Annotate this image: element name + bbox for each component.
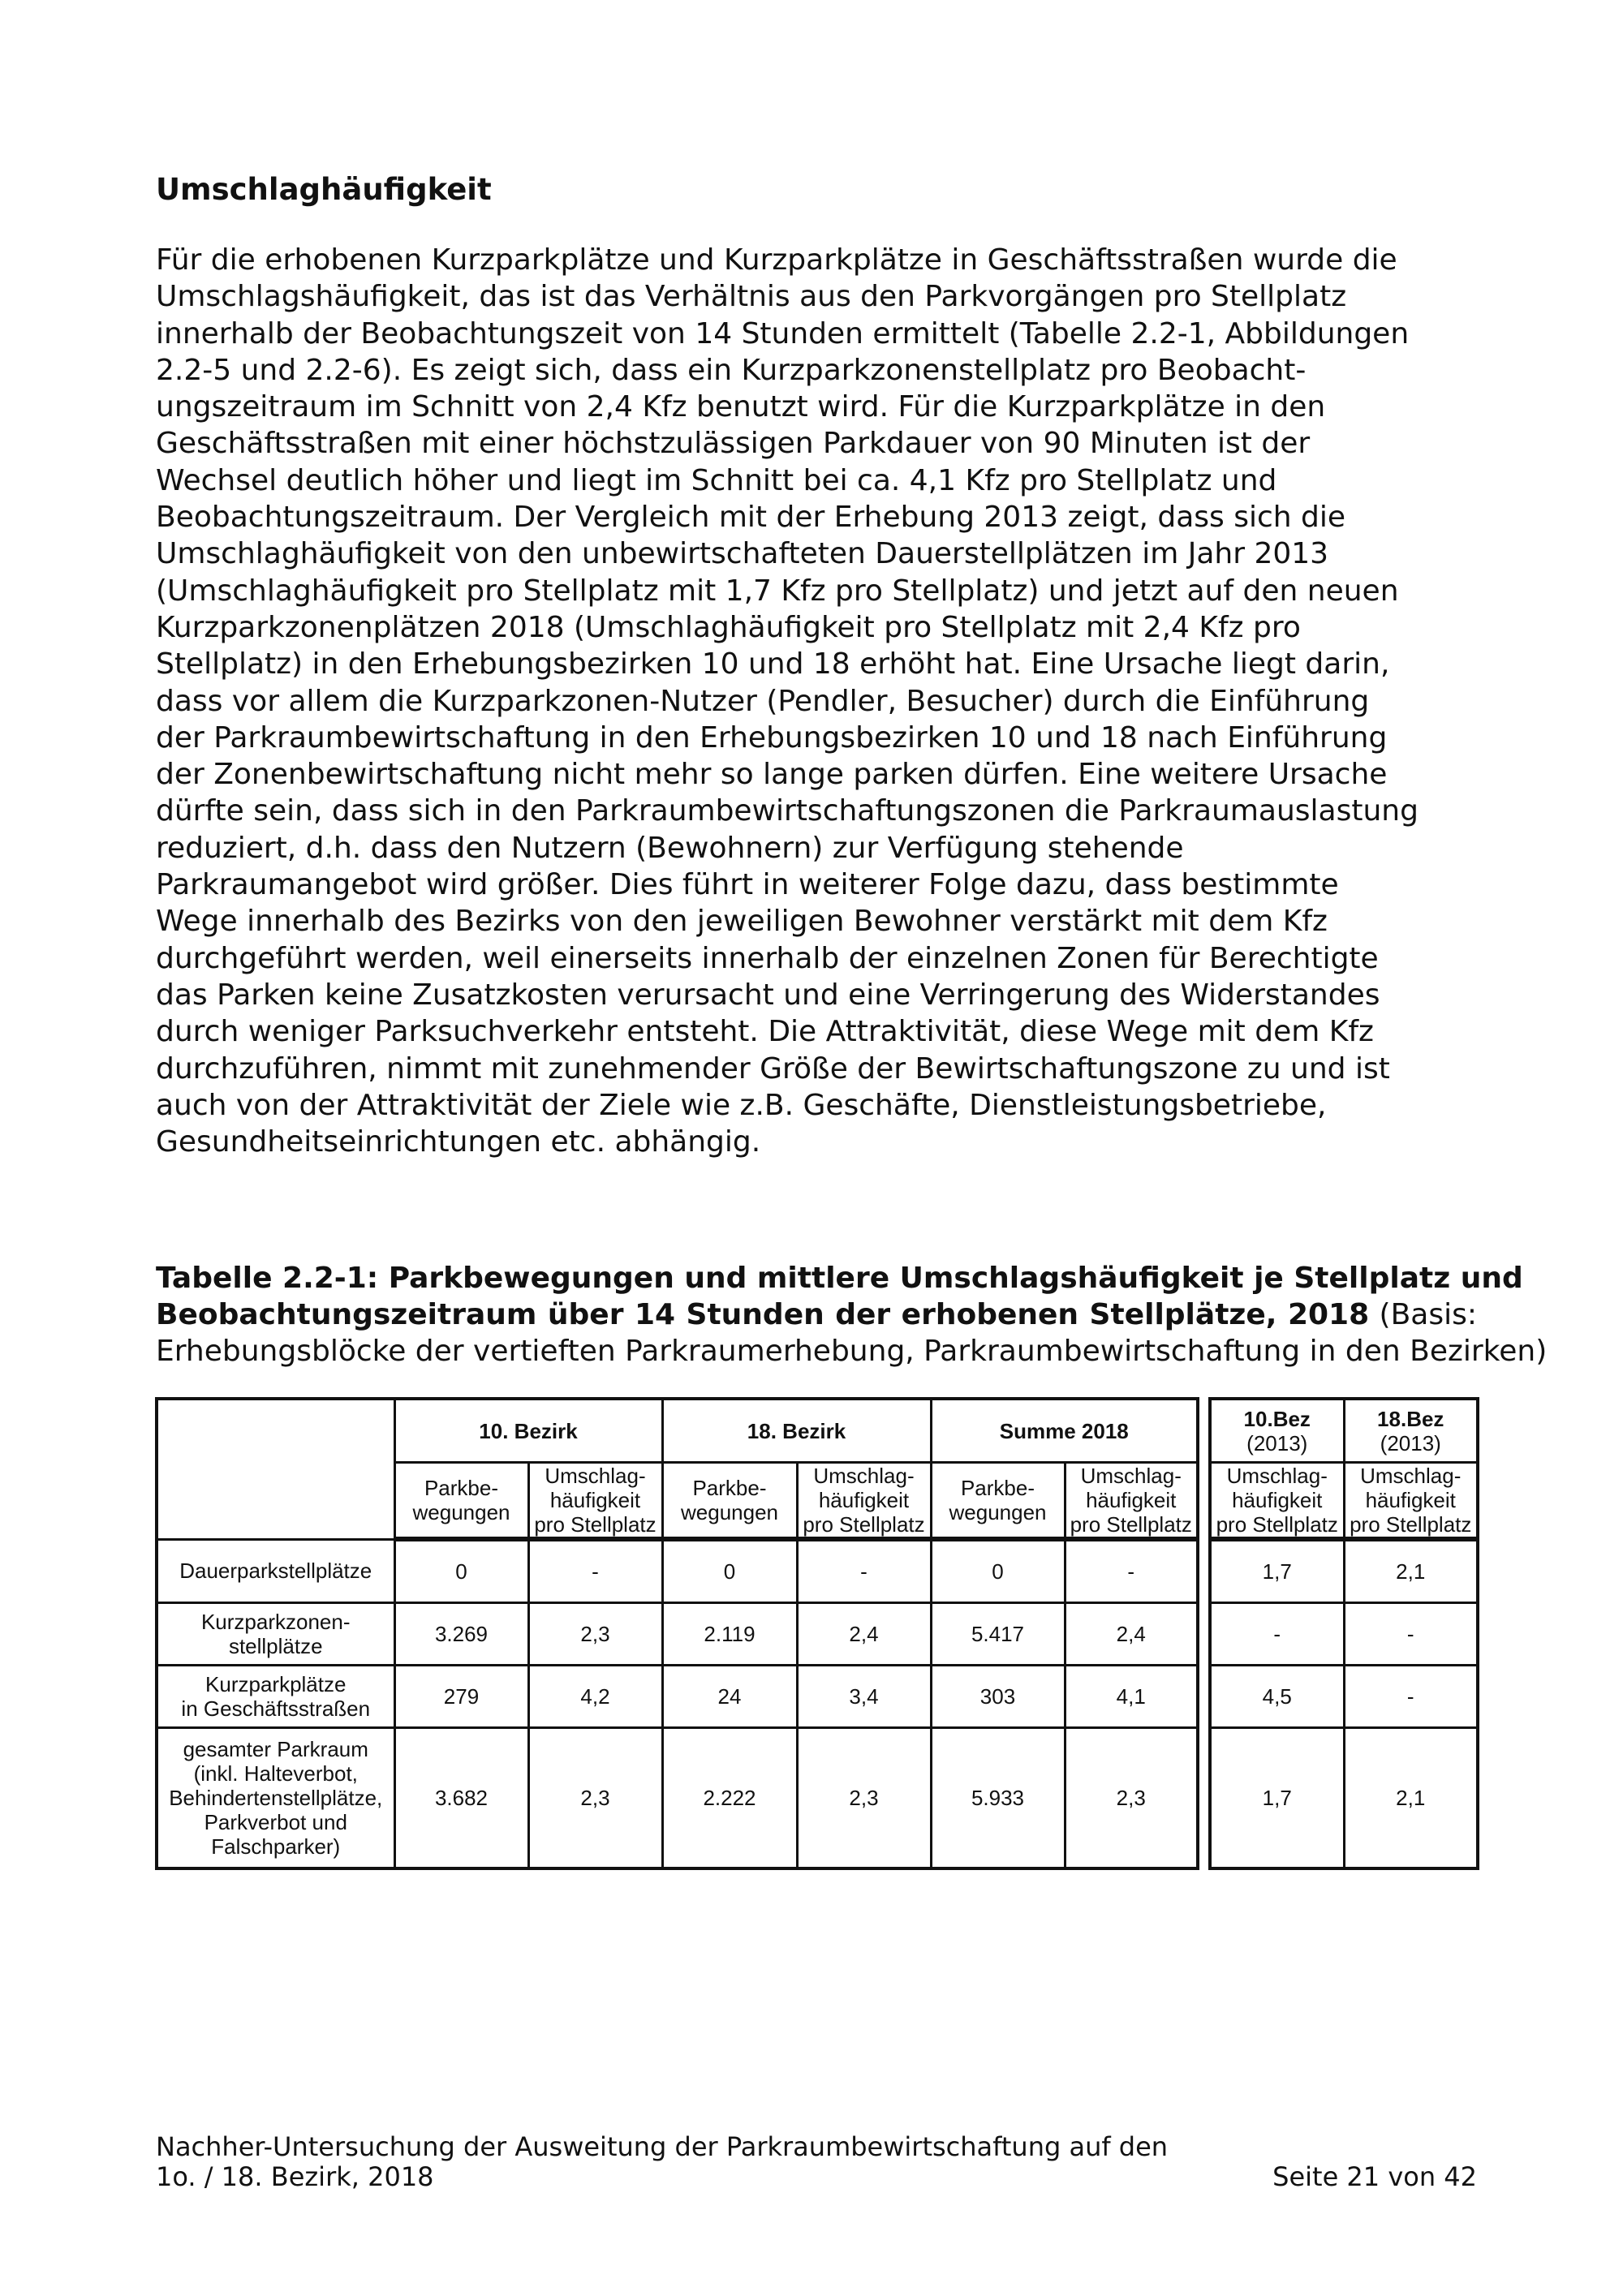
table-row	[1210, 1539, 1478, 1603]
page-number: Seite 21 von 42	[1272, 2161, 1477, 2192]
body-line: Umschlaghäufigkeit von den unbewirtschafteten Dauerstellplätzen im Jahr 2013	[156, 537, 1329, 571]
subheader-umschlag	[528, 1463, 662, 1540]
value-cell: 4,1	[1065, 1666, 1198, 1728]
value-cell: 0	[394, 1539, 528, 1603]
value-cell: 3.269	[394, 1603, 528, 1666]
subheader-umschlag	[1344, 1463, 1478, 1540]
body-line: Parkraumangebot wird größer. Dies führt in weiterer Folge dazu, dass bestimmte	[156, 868, 1339, 902]
subheader-umschlag	[797, 1463, 931, 1540]
body-text	[156, 242, 1419, 1160]
caption-line-2-rest: (Basis:	[1369, 1298, 1477, 1331]
value-cell: -	[528, 1539, 662, 1603]
table-row	[1210, 1728, 1478, 1869]
group-header-2013-text: (2013)	[1246, 1430, 1308, 1455]
subheader-umschlag-text: pro Stellplatz	[803, 1512, 925, 1537]
subheader-parkbewegungen	[931, 1463, 1065, 1540]
row-label	[157, 1666, 394, 1728]
subheader-parkbewegungen	[394, 1463, 528, 1540]
body-line: innerhalb der Beobachtungszeit von 14 Stunden ermittelt (Tabelle 2.2-1, Abbildungen	[156, 316, 1410, 350]
row-label-text: (inkl. Halteverbot,	[193, 1761, 358, 1786]
value-cell-2013: 4,5	[1210, 1666, 1344, 1728]
body-line: durchzuführen, nimmt mit zunehmender Größe der Bewirtschaftungszone zu und ist	[156, 1051, 1390, 1086]
subheader-umschlag-text: Umschlag-	[1080, 1464, 1182, 1488]
body-line: Stellplatz) in den Erhebungsbezirken 10 und 18 erhöht hat. Eine Ursache liegt darin,	[156, 647, 1390, 681]
table-row	[1210, 1603, 1478, 1666]
body-line: Gesundheitseinrichtungen etc. abhängig.	[156, 1125, 761, 1159]
body-line: das Parken keine Zusatzkosten verursacht und eine Verringerung des Widerstandes	[156, 978, 1380, 1012]
subheader-parkbewegungen-text: Parkbe-	[692, 1476, 767, 1500]
body-line: dass vor allem die Kurzparkzonen-Nutzer (Pendler, Besucher) durch die Einführung	[156, 684, 1370, 718]
caption-line-3: Erhebungsblöcke der vertieften Parkraumerhebung, Parkraumbewirtschaftung in den Bezirken)	[156, 1335, 1548, 1368]
table-row	[157, 1603, 1198, 1666]
value-cell: -	[797, 1539, 931, 1603]
value-cell: 2,4	[1065, 1603, 1198, 1666]
subheader-umschlag-text: häufigkeit	[818, 1488, 910, 1512]
row-label	[157, 1603, 394, 1666]
body-line: Geschäftsstraßen mit einer höchstzulässigen Parkdauer von 90 Minuten ist der	[156, 427, 1311, 461]
value-cell: 24	[662, 1666, 797, 1728]
body-line: (Umschlaghäufigkeit pro Stellplatz mit 1,7 Kfz pro Stellplatz) und jetzt auf den neuen	[156, 574, 1399, 608]
value-cell: 2,3	[528, 1603, 662, 1666]
subheader-umschlag	[1065, 1463, 1198, 1540]
value-cell: 5.417	[931, 1603, 1065, 1666]
row-label-text: Kurzparkplätze	[205, 1672, 347, 1696]
body-line: Für die erhobenen Kurzparkplätze und Kurzparkplätze in Geschäftsstraßen wurde die	[156, 243, 1397, 277]
value-cell-2013: 2,1	[1344, 1539, 1478, 1603]
value-cell-2013: 2,1	[1344, 1728, 1478, 1869]
subheader-parkbewegungen-text: Parkbe-	[424, 1476, 499, 1500]
subheader-umschlag-text: Umschlag-	[545, 1464, 646, 1488]
section-heading: Umschlaghäufigkeit	[156, 172, 492, 207]
row-label-text: Parkverbot und	[204, 1810, 347, 1834]
value-cell: 2.222	[662, 1728, 797, 1869]
group-header: Summe 2018	[931, 1399, 1198, 1463]
group-header: 10. Bezirk	[394, 1399, 662, 1463]
value-cell: 2.119	[662, 1603, 797, 1666]
subheader-parkbewegungen-text: wegungen	[949, 1500, 1047, 1524]
data-table-2018	[155, 1397, 1199, 1870]
subheader-umschlag-text: pro Stellplatz	[534, 1512, 657, 1537]
body-line: auch von der Attraktivität der Ziele wie z.B. Geschäfte, Dienstleistungsbetriebe,	[156, 1088, 1327, 1122]
row-label-text: in Geschäftsstraßen	[181, 1696, 371, 1721]
header-row	[157, 1399, 1198, 1463]
body-line: 2.2-5 und 2.2-6). Es zeigt sich, dass ein Kurzparkzonenstellplatz pro Beobacht-	[156, 353, 1307, 387]
value-cell-2013: -	[1210, 1603, 1344, 1666]
footer-title: Nachher-Untersuchung der Ausweitung der Parkraumbewirtschaftung auf den	[156, 2131, 1169, 2162]
row-label-text: Falschparker)	[211, 1834, 341, 1859]
row-label-text: Dauerparkstellplätze	[179, 1559, 372, 1584]
value-cell: 5.933	[931, 1728, 1065, 1869]
page-footer	[156, 2132, 1477, 2192]
value-cell: 2,3	[797, 1728, 931, 1869]
data-table-2013	[1208, 1397, 1479, 1870]
value-cell: 3,4	[797, 1666, 931, 1728]
value-cell: -	[1065, 1539, 1198, 1603]
body-line: der Parkraumbewirtschaftung in den Erhebungsbezirken 10 und 18 nach Einführung	[156, 720, 1388, 755]
subheader-parkbewegungen-text: wegungen	[681, 1500, 778, 1524]
table-row	[157, 1666, 1198, 1728]
value-cell-2013: 1,7	[1210, 1539, 1344, 1603]
value-cell: 2,4	[797, 1603, 931, 1666]
subheader-umschlag-text: pro Stellplatz	[1216, 1512, 1338, 1537]
body-line: reduziert, d.h. dass den Nutzern (Bewohnern) zur Verfügung stehende	[156, 831, 1184, 865]
subheader-umschlag-text: pro Stellplatz	[1070, 1512, 1192, 1537]
value-cell: 2,3	[1065, 1728, 1198, 1869]
body-line: Beobachtungszeitraum. Der Vergleich mit der Erhebung 2013 zeigt, dass sich die	[156, 501, 1346, 535]
subheader-umschlag-text: Umschlag-	[1226, 1464, 1328, 1488]
footer-subtitle: 1o. / 18. Bezirk, 2018	[156, 2161, 434, 2192]
table-row	[157, 1728, 1198, 1869]
body-line: Wechsel deutlich höher und liegt im Schnitt bei ca. 4,1 Kfz pro Stellplatz und	[156, 463, 1277, 497]
row-label	[157, 1728, 394, 1869]
subheader-umschlag-text: Umschlag-	[1360, 1464, 1462, 1488]
subheader-parkbewegungen-text: wegungen	[412, 1500, 510, 1524]
group-header: 18. Bezirk	[662, 1399, 931, 1463]
subheader-parkbewegungen	[662, 1463, 797, 1540]
body-line: durchgeführt werden, weil einerseits innerhalb der einzelnen Zonen für Berechtigte	[156, 941, 1379, 975]
value-cell: 0	[662, 1539, 797, 1603]
body-line: Umschlagshäufigkeit, das ist das Verhältnis aus den Parkvorgängen pro Stellplatz	[156, 280, 1347, 314]
value-cell: 0	[931, 1539, 1065, 1603]
value-cell-2013: -	[1344, 1603, 1478, 1666]
row-label-text: stellplätze	[228, 1634, 323, 1658]
value-cell: 2,3	[528, 1728, 662, 1869]
group-header-2013-text: 18.Bez	[1377, 1406, 1444, 1431]
group-header-2013-text: (2013)	[1380, 1430, 1441, 1455]
caption-line-1: Tabelle 2.2-1: Parkbewegungen und mittlere Umschlagshäufigkeit je Stellplatz und	[156, 1262, 1523, 1295]
value-cell-2013: 1,7	[1210, 1728, 1344, 1869]
value-cell: 3.682	[394, 1728, 528, 1869]
subheader-parkbewegungen-text: Parkbe-	[960, 1476, 1035, 1500]
subheader-umschlag-text: pro Stellplatz	[1350, 1512, 1472, 1537]
body-line: Wege innerhalb des Bezirks von den jeweiligen Bewohner verstärkt mit dem Kfz	[156, 905, 1328, 939]
subheader-umschlag	[1210, 1463, 1344, 1540]
body-line: ungszeitraum im Schnitt von 2,4 Kfz benutzt wird. Für die Kurzparkplätze in den	[156, 390, 1326, 424]
body-line: der Zonenbewirtschaftung nicht mehr so lange parken dürfen. Eine weitere Ursache	[156, 758, 1388, 792]
group-header-2013	[1210, 1399, 1344, 1463]
group-header-2013-text: 10.Bez	[1243, 1406, 1311, 1431]
body-line: durch weniger Parksuchverkehr entsteht. Die Attraktivität, diese Wege mit dem Kfz	[156, 1015, 1374, 1049]
subheader-umschlag-text: häufigkeit	[1232, 1488, 1323, 1512]
table-caption	[156, 1260, 1548, 1369]
header-row	[1210, 1399, 1478, 1463]
body-line: dürfte sein, dass sich in den Parkraumbewirtschaftungszonen die Parkraumauslastung	[156, 794, 1419, 828]
table-row	[157, 1539, 1198, 1603]
value-cell: 4,2	[528, 1666, 662, 1728]
value-cell-2013: -	[1344, 1666, 1478, 1728]
row-label-text: gesamter Parkraum	[183, 1737, 368, 1761]
caption-line-2: Beobachtungszeitraum über 14 Stunden der erhobenen Stellplätze, 2018	[156, 1298, 1370, 1331]
subheader-umschlag-text: häufigkeit	[1365, 1488, 1456, 1512]
body-line: Kurzparkzonenplätzen 2018 (Umschlaghäufigkeit pro Stellplatz mit 2,4 Kfz pro	[156, 610, 1301, 644]
value-cell: 279	[394, 1666, 528, 1728]
row-label-text: Kurzparkzonen-	[200, 1610, 351, 1634]
subheader-umschlag-text: Umschlag-	[813, 1464, 915, 1488]
corner-cell	[157, 1399, 394, 1539]
subheader-row	[1210, 1463, 1478, 1540]
table-row	[1210, 1666, 1478, 1728]
subheader-umschlag-text: häufigkeit	[549, 1488, 641, 1512]
value-cell: 303	[931, 1666, 1065, 1728]
row-label	[157, 1539, 394, 1603]
group-header-2013	[1344, 1399, 1478, 1463]
row-label-text: Behindertenstellplätze,	[169, 1786, 383, 1810]
subheader-umschlag-text: häufigkeit	[1086, 1488, 1177, 1512]
